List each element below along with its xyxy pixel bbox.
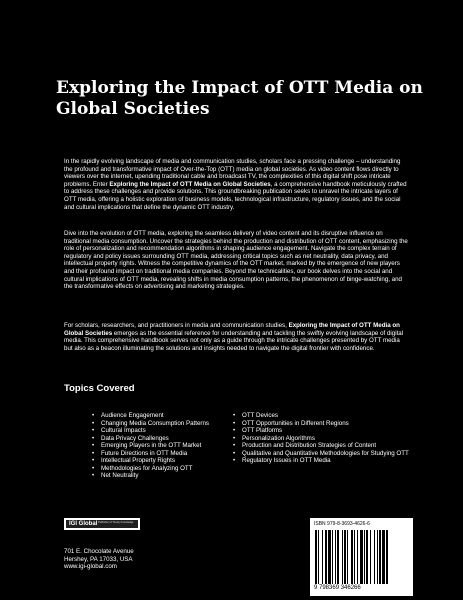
topic-item: • Cultural Impacts xyxy=(91,427,271,435)
paragraph-3-text-a: For scholars, researchers, and practitioners in media and communication studies, xyxy=(64,322,289,329)
book-title: Exploring the Impact of OTT Media on Global Societies xyxy=(56,78,423,119)
description-paragraph-2: Dive into the evolution of OTT media, exploring the seamless delivery of video content and its disruptive influence on traditional media consumption. Uncover the strategies behind the production and distribution of OTT content, emphasizing the role of personalization and recommendation algorithms in shaping audience engagement. Navigate the complex terrain of regulatory and policy issues surrounding OTT media, addressing critical topics such as net neutrality, data privacy, and intellectual property rights. Witness the competitive dynamics of the OTT market, marked by the emergence of new players and their profound impact on traditional media companies. Beyond the technicalities, our book delves into the social and cultural implications of OTT media, revealing shifts in media consumption patterns, the phenomenon of binge-watching, and the transformative effects on advertising and marketing strategies. xyxy=(64,230,408,291)
isbn-barcode-box xyxy=(310,518,413,596)
topic-item: • Personalization Algorithms xyxy=(232,435,412,443)
topic-item: • Audience Engagement xyxy=(91,412,271,420)
barcode-icon xyxy=(315,530,409,584)
topic-item: • Methodologies for Analyzing OTT xyxy=(91,465,271,473)
topic-item: • OTT Opportunities in Different Regions xyxy=(232,420,412,428)
topic-item: • Changing Media Consumption Patterns xyxy=(91,420,271,428)
logo-tagline: Publisher of Timely Knowledge xyxy=(98,521,134,524)
topic-item: • OTT Platforms xyxy=(232,427,412,435)
topic-item: • Emerging Players in the OTT Market xyxy=(91,442,271,450)
logo-wordmark: IGI Global xyxy=(66,520,138,528)
topic-item: • Intellectual Property Rights xyxy=(91,457,271,465)
topic-item: • Regulatory Issues in OTT Media xyxy=(232,457,412,465)
paragraph-1-book-title: Exploring the Impact of OTT Media on Global Societies xyxy=(109,180,271,188)
topic-item: • Production and Distribution Strategies of Content xyxy=(232,442,412,450)
address-line-1: 701 E. Chocolate Avenue xyxy=(64,548,134,555)
topic-item: • Net Neutrality xyxy=(91,472,271,480)
topic-item: • OTT Devices xyxy=(232,412,412,420)
topic-item: • Future Directions in OTT Media xyxy=(91,450,271,458)
topic-item: • Data Privacy Challenges xyxy=(91,435,271,443)
isbn-number: 9 798369 346266 xyxy=(314,585,361,591)
isbn-label: ISBN 979-8-3693-4626-6 xyxy=(314,521,370,527)
description-paragraph-1 xyxy=(64,158,410,211)
publisher-logo xyxy=(64,518,140,530)
address-line-2: Hershey, PA 17033, USA xyxy=(64,555,133,563)
paragraph-1-text-a: In the rapidly evolving landscape of media and communication studies, scholars face a pressing challenge – understanding the profound and transformative impact of Over-the-Top (OTT) media on global societies. As video content flows directly to viewers over the internet, upending traditional cable and broadcast TV, the complexities of this digital shift pose intricate problems. Enter xyxy=(64,158,401,188)
topic-item: • Qualitative and Quantitative Methodologies for Studying OTT xyxy=(232,450,412,458)
topics-heading: Topics Covered xyxy=(64,383,135,394)
paragraph-3-book-title: Exploring the Impact of OTT Media on Global Societies xyxy=(64,322,400,337)
topics-list-right xyxy=(232,412,412,465)
description-paragraph-3 xyxy=(64,322,410,352)
paragraph-1-text-b: , a comprehensive handbook meticulously crafted to address these challenges and provide solutions. This groundbreaking publication seeks to unravel the intricate layers of OTT media, offering a holistic exploration of business models, technological infrastructure, regulatory issues, and the social and cultural implications that define the dynamic OTT industry. xyxy=(64,180,407,211)
publisher-address xyxy=(64,548,134,571)
publisher-website: www.igi-global.com xyxy=(64,563,117,571)
paragraph-3-text-b: emerges as the essential reference for understanding and tackling the swiftly evolving landscape of digital media. This comprehensive handbook serves not only as a guide through the intricate challenges presented by OTT media but also as a beacon illuminating the solutions and insights needed to navigate the digital frontier with confidence. xyxy=(64,329,404,352)
